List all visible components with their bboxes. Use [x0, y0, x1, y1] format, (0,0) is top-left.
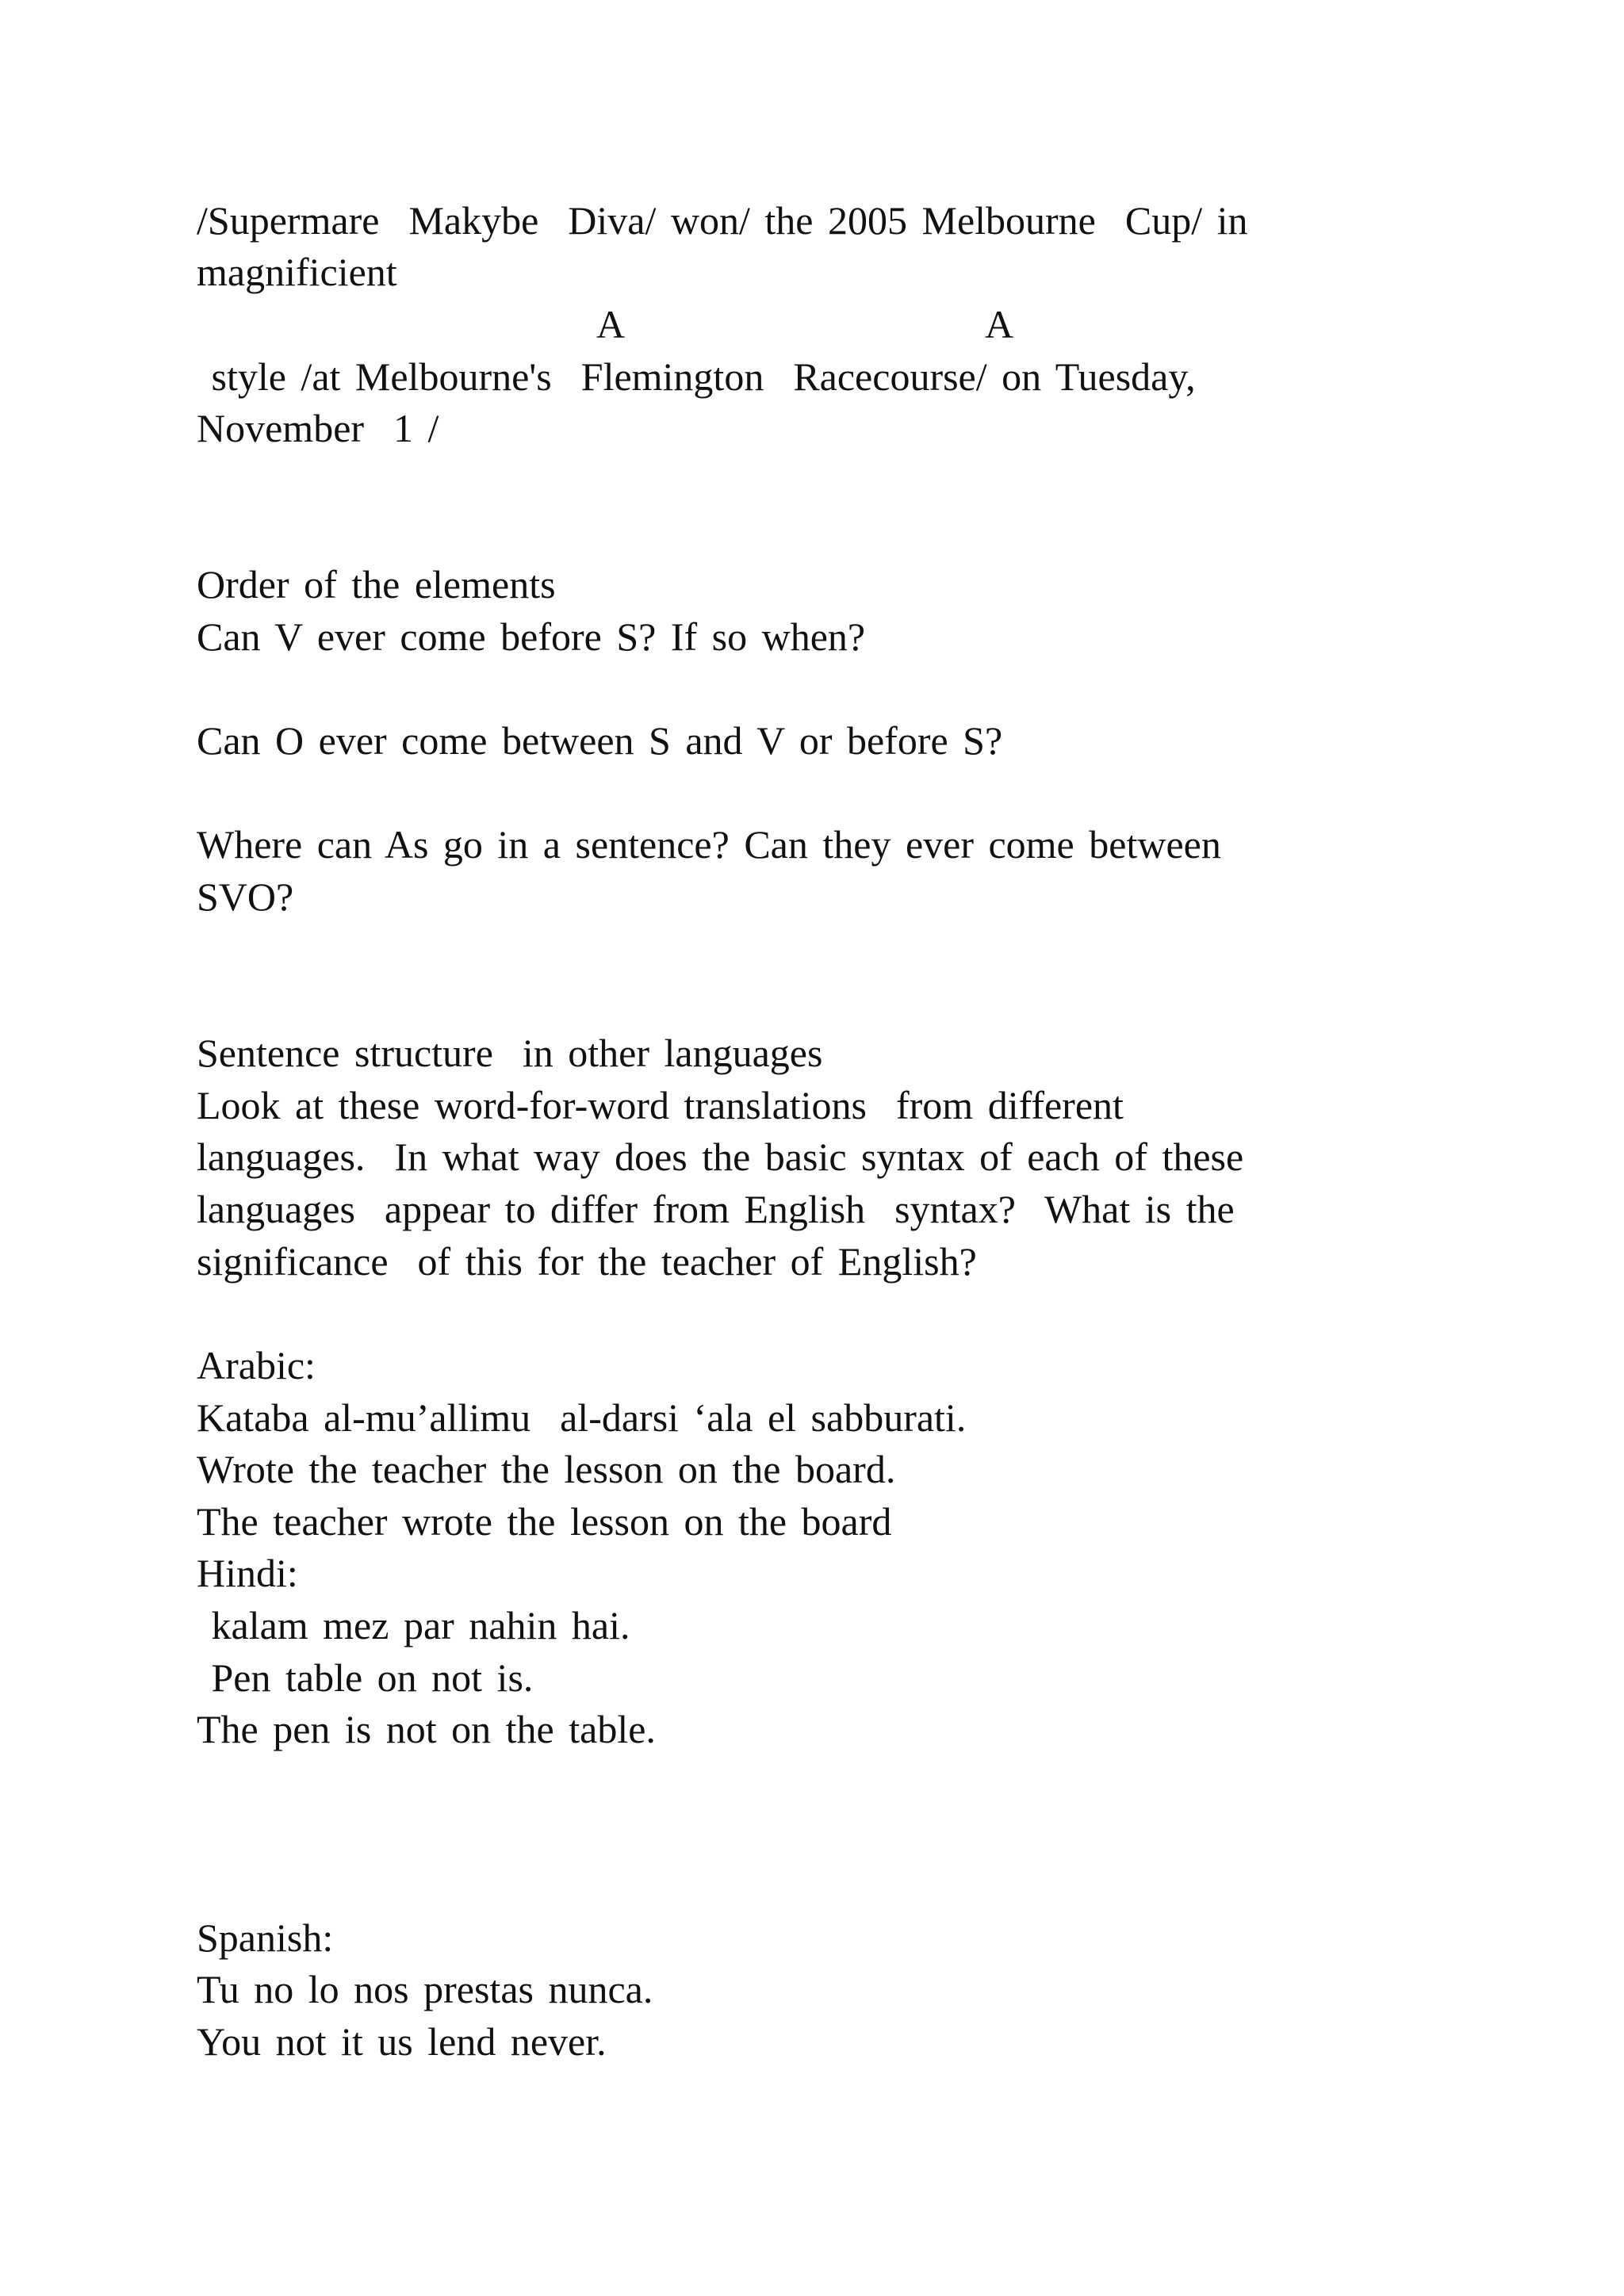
intro-line-4: November 1 /	[197, 406, 439, 450]
spanish-literal: You not it us lend never.	[197, 2019, 607, 2064]
structure-paragraph-line-3: languages appear to differ from English syntax? What is the	[197, 1187, 1235, 1231]
order-question-3b: SVO?	[197, 874, 294, 919]
order-question-2: Can O ever come between S and V or before S?	[197, 718, 1003, 763]
hindi-literal: Pen table on not is.	[197, 1655, 534, 1700]
structure-paragraph-line-1: Look at these word-for-word translations from different	[197, 1083, 1124, 1127]
adverbial-marker-2: A	[985, 302, 1014, 346]
intro-line-1: /Supermare Makybe Diva/ won/ the 2005 Melbourne Cup/ in	[197, 198, 1248, 243]
arabic-translation: The teacher wrote the lesson on the board	[197, 1499, 892, 1544]
spanish-label: Spanish:	[197, 1915, 334, 1960]
structure-paragraph-line-4: significance of this for the teacher of English?	[197, 1239, 977, 1284]
hindi-label: Hindi:	[197, 1551, 298, 1595]
order-heading: Order of the elements	[197, 562, 556, 607]
order-question-1: Can V ever come before S? If so when?	[197, 614, 866, 659]
structure-paragraph-line-2: languages. In what way does the basic syntax of each of these	[197, 1135, 1244, 1179]
structure-heading: Sentence structure in other languages	[197, 1031, 823, 1075]
hindi-original: kalam mez par nahin hai.	[197, 1603, 630, 1647]
order-question-3a: Where can As go in a sentence? Can they ever come between	[197, 822, 1221, 867]
spanish-original: Tu no lo nos prestas nunca.	[197, 1967, 653, 2011]
adverbial-marker-1: A	[596, 302, 626, 346]
intro-line-3: style /at Melbourne's Flemington Racecourse/ on Tuesday,	[197, 354, 1196, 399]
intro-line-2: magnificient	[197, 250, 397, 294]
arabic-literal: Wrote the teacher the lesson on the board.	[197, 1447, 896, 1491]
hindi-translation: The pen is not on the table.	[197, 1707, 656, 1751]
arabic-original: Kataba al-mu’allimu al-darsi ‘ala el sabburati.	[197, 1395, 967, 1440]
arabic-label: Arabic:	[197, 1343, 316, 1387]
